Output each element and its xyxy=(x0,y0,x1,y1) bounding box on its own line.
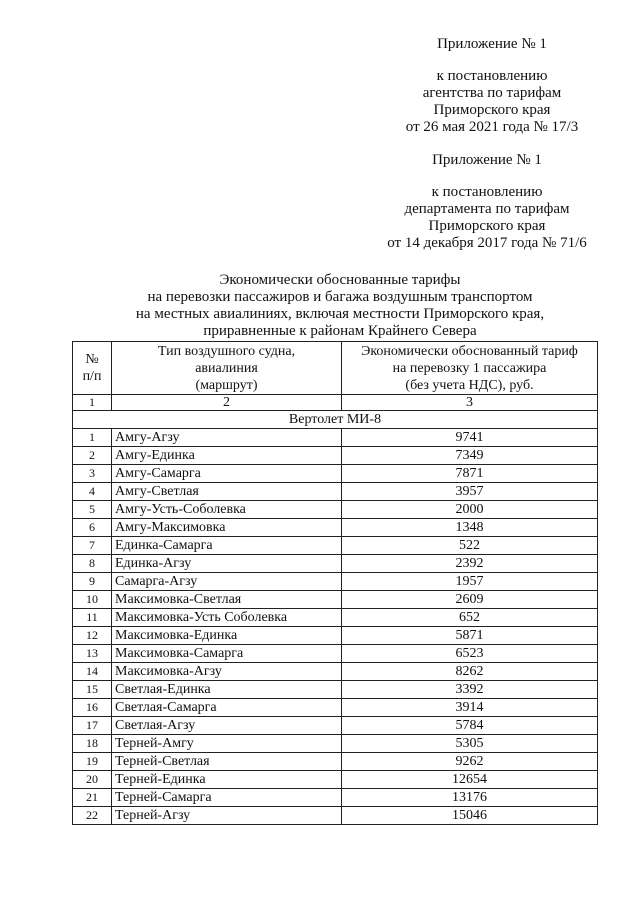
row-number: 2 xyxy=(73,447,112,465)
table-row xyxy=(73,555,598,573)
row-number: 22 xyxy=(73,807,112,825)
table-row xyxy=(73,663,598,681)
route-cell: Амгу-Усть-Соболевка xyxy=(112,501,342,519)
route-cell: Терней-Светлая xyxy=(112,753,342,771)
row-number: 19 xyxy=(73,753,112,771)
table-row xyxy=(73,519,598,537)
tariff-table xyxy=(72,341,598,825)
heading-line: на перевозки пассажиров и багажа воздушным транспортом xyxy=(147,289,533,305)
row-number: 16 xyxy=(73,699,112,717)
table-row xyxy=(73,627,598,645)
route-cell: Единка-Самарга xyxy=(112,537,342,555)
column-number: 2 xyxy=(112,395,342,411)
table-row xyxy=(73,753,598,771)
tariff-cell: 3392 xyxy=(342,681,598,699)
row-number: 14 xyxy=(73,663,112,681)
tariff-cell: 3957 xyxy=(342,483,598,501)
route-cell: Терней-Амгу xyxy=(112,735,342,753)
route-cell: Светлая-Единка xyxy=(112,681,342,699)
appendix-block-2 xyxy=(382,152,592,252)
table-row xyxy=(73,699,598,717)
tariff-cell: 9741 xyxy=(342,429,598,447)
route-cell: Терней-Самарга xyxy=(112,789,342,807)
column-number: 3 xyxy=(342,395,598,411)
route-cell: Светлая-Агзу xyxy=(112,717,342,735)
route-cell: Амгу-Максимовка xyxy=(112,519,342,537)
header-num: № п/п xyxy=(73,342,112,395)
row-number: 5 xyxy=(73,501,112,519)
row-number: 15 xyxy=(73,681,112,699)
row-number: 4 xyxy=(73,483,112,501)
route-cell: Светлая-Самарга xyxy=(112,699,342,717)
table-row xyxy=(73,771,598,789)
tariff-cell: 8262 xyxy=(342,663,598,681)
tariff-cell: 5305 xyxy=(342,735,598,753)
route-cell: Единка-Агзу xyxy=(112,555,342,573)
appendix-line: агентства по тарифам xyxy=(422,85,562,101)
tariff-cell: 9262 xyxy=(342,753,598,771)
tariff-cell: 5871 xyxy=(342,627,598,645)
tariff-cell: 6523 xyxy=(342,645,598,663)
appendix-line: департамента по тарифам xyxy=(404,201,570,217)
tariff-cell: 522 xyxy=(342,537,598,555)
route-cell: Амгу-Единка xyxy=(112,447,342,465)
route-cell: Максимовка-Светлая xyxy=(112,591,342,609)
column-number: 1 xyxy=(73,395,112,411)
route-cell: Максимовка-Агзу xyxy=(112,663,342,681)
heading-line: на местных авиалиниях, включая местности Приморского края, xyxy=(135,306,545,322)
table-row xyxy=(73,789,598,807)
tariff-cell: 652 xyxy=(342,609,598,627)
appendix-line: Приморского края xyxy=(428,218,546,234)
table-row xyxy=(73,645,598,663)
tariff-cell: 2609 xyxy=(342,591,598,609)
row-number: 7 xyxy=(73,537,112,555)
row-number: 20 xyxy=(73,771,112,789)
tariff-cell: 2392 xyxy=(342,555,598,573)
route-cell: Амгу-Самарга xyxy=(112,465,342,483)
row-number: 17 xyxy=(73,717,112,735)
route-cell: Максимовка-Усть Соболевка xyxy=(112,609,342,627)
table-header-row xyxy=(73,342,598,395)
row-number: 3 xyxy=(73,465,112,483)
appendix-title: Приложение № 1 xyxy=(437,36,547,52)
table-row xyxy=(73,447,598,465)
route-cell: Терней-Агзу xyxy=(112,807,342,825)
row-number: 12 xyxy=(73,627,112,645)
row-number: 13 xyxy=(73,645,112,663)
table-row xyxy=(73,735,598,753)
route-cell: Максимовка-Самарга xyxy=(112,645,342,663)
tariff-cell: 1957 xyxy=(342,573,598,591)
row-number: 8 xyxy=(73,555,112,573)
appendix-block-1 xyxy=(392,36,592,136)
row-number: 9 xyxy=(73,573,112,591)
tariff-cell: 12654 xyxy=(342,771,598,789)
section-row xyxy=(73,411,598,429)
row-number: 10 xyxy=(73,591,112,609)
tariff-cell: 13176 xyxy=(342,789,598,807)
row-number: 18 xyxy=(73,735,112,753)
table-row xyxy=(73,465,598,483)
row-number: 11 xyxy=(73,609,112,627)
route-cell: Самарга-Агзу xyxy=(112,573,342,591)
header-tariff: Экономически обоснованный тариф на перевозку 1 пассажира (без учета НДС), руб. xyxy=(342,342,598,395)
table-row xyxy=(73,807,598,825)
appendix-line: от 14 декабря 2017 года № 71/6 xyxy=(387,235,587,251)
table-row xyxy=(73,501,598,519)
tariff-cell: 3914 xyxy=(342,699,598,717)
table-row xyxy=(73,717,598,735)
tariff-cell: 1348 xyxy=(342,519,598,537)
heading-line: Экономически обоснованные тарифы xyxy=(219,272,461,288)
tariff-cell: 5784 xyxy=(342,717,598,735)
appendix-title: Приложение № 1 xyxy=(432,152,542,168)
tariff-cell: 7871 xyxy=(342,465,598,483)
appendix-line: к постановлению xyxy=(436,68,548,84)
row-number: 6 xyxy=(73,519,112,537)
table-row xyxy=(73,429,598,447)
table-row xyxy=(73,609,598,627)
section-title: Вертолет МИ-8 xyxy=(73,411,598,429)
document-heading xyxy=(70,272,610,340)
route-cell: Максимовка-Единка xyxy=(112,627,342,645)
route-cell: Терней-Единка xyxy=(112,771,342,789)
row-number: 21 xyxy=(73,789,112,807)
appendix-line: к постановлению xyxy=(431,184,543,200)
tariff-cell: 15046 xyxy=(342,807,598,825)
heading-line: приравненные к районам Крайнего Севера xyxy=(203,323,477,339)
appendix-line: от 26 мая 2021 года № 17/3 xyxy=(405,119,579,135)
table-row xyxy=(73,483,598,501)
route-cell: Амгу-Светлая xyxy=(112,483,342,501)
table-row xyxy=(73,573,598,591)
tariff-cell: 2000 xyxy=(342,501,598,519)
route-cell: Амгу-Агзу xyxy=(112,429,342,447)
appendix-line: Приморского края xyxy=(433,102,551,118)
header-route: Тип воздушного судна, авиалиния (маршрут) xyxy=(112,342,342,395)
table-row xyxy=(73,537,598,555)
column-number-row xyxy=(73,395,598,411)
table-row xyxy=(73,591,598,609)
tariff-cell: 7349 xyxy=(342,447,598,465)
table-row xyxy=(73,681,598,699)
row-number: 1 xyxy=(73,429,112,447)
